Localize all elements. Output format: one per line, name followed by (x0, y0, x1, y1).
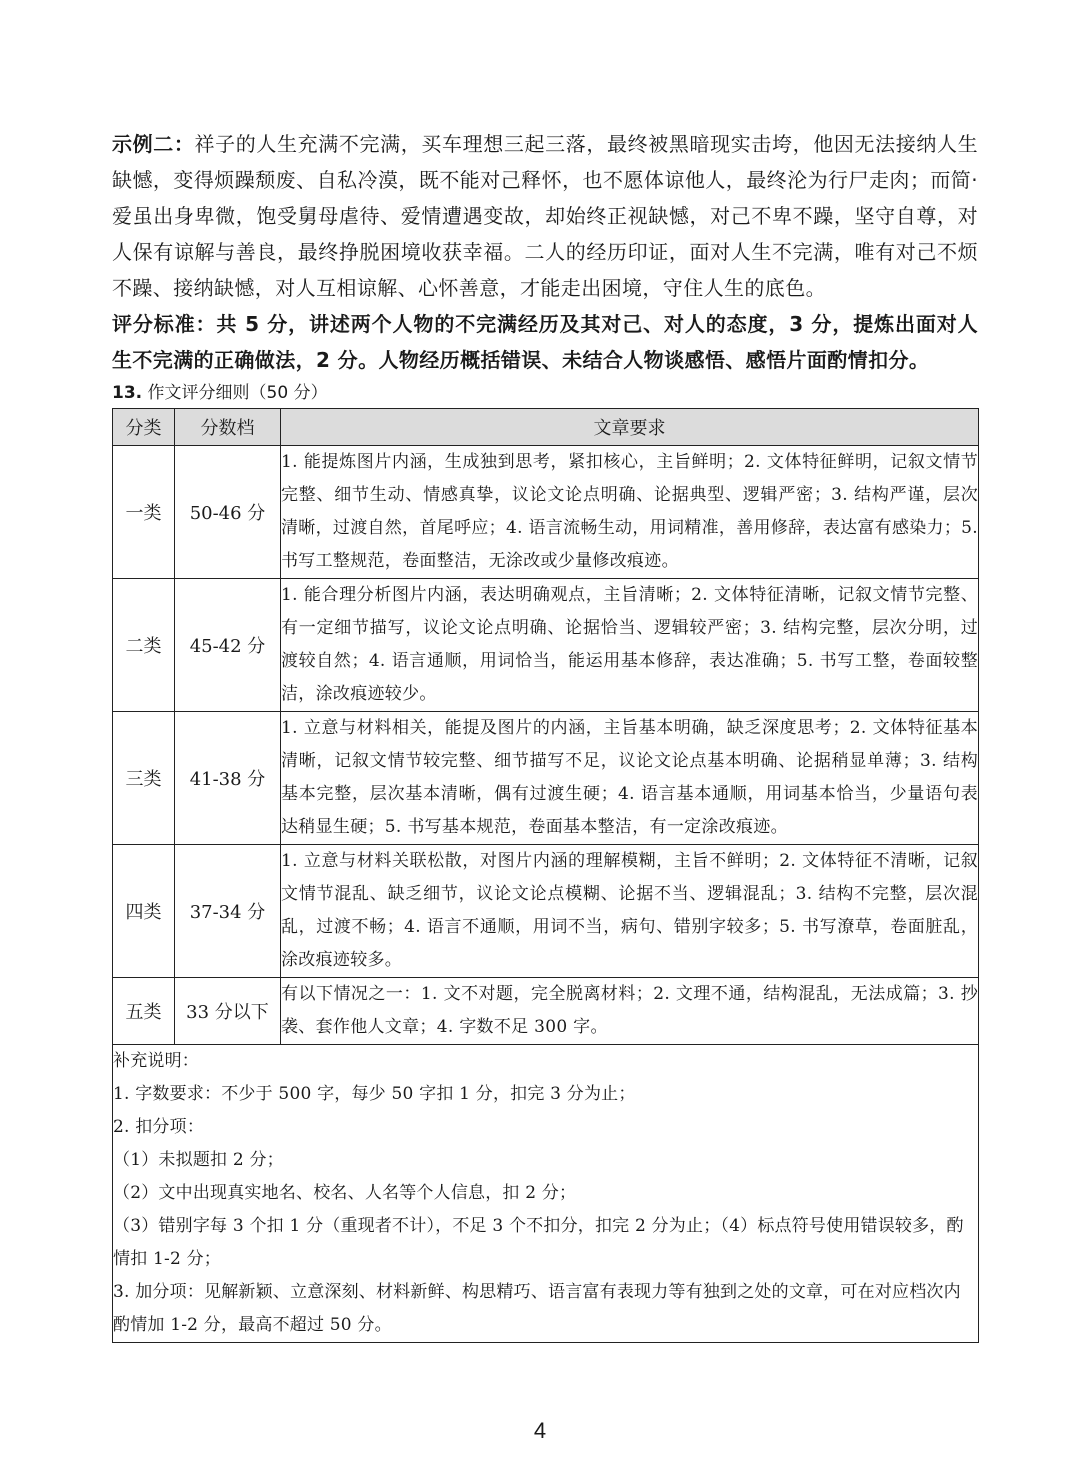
supplement-heading: 补充说明： (113, 1051, 199, 1071)
row-score: 50-46 分 (175, 446, 281, 579)
table-row (113, 712, 979, 845)
supplement-row (113, 1045, 979, 1343)
supplement-sub-1: （1）未拟题扣 2 分； (113, 1150, 284, 1170)
supplement-item-1: 1. 字数要求：不少于 500 字，每少 50 字扣 1 分，扣完 3 分为止； (113, 1084, 636, 1104)
row-requirement: 1. 立意与材料相关，能提及图片的内涵，主旨基本明确，缺乏深度思考；2. 文体特征基本清晰，记叙文情节较完整、细节描写不足，议论文论点基本明确、论据稍显单薄；3. 结构基本完整，层次基本清晰，偶有过渡生硬；4. 语言基本通顺，用词基本恰当，少量语句表达稍显生硬；5. 书写基本规范，卷面基本整洁，有一定涂改痕迹。 (281, 712, 979, 845)
supplement-sub-2: （2）文中出现真实地名、校名、人名等个人信息，扣 2 分； (113, 1183, 577, 1203)
table-row (113, 978, 979, 1045)
table-row (113, 845, 979, 978)
example-two-label: 示例二： (112, 132, 195, 156)
row-score: 33 分以下 (175, 978, 281, 1045)
section-13-title (112, 378, 978, 408)
document-page (112, 126, 978, 1343)
row-requirement: 1. 能合理分析图片内涵，表达明确观点，主旨清晰；2. 文体特征清晰，记叙文情节完整、有一定细节描写，议论文论点明确、论据恰当、逻辑较严密；3. 结构完整，层次分明，过渡较自然；4. 语言通顺，用词恰当，能运用基本修辞，表达准确；5. 书写工整，卷面较整洁，涂改痕迹较少。 (281, 579, 979, 712)
section-13-heading: 作文评分细则（50 分） (142, 383, 328, 403)
example-two-text: 祥子的人生充满不完满，买车理想三起三落，最终被黑暗现实击垮，他因无法接纳人生缺憾，变得烦躁颓废、自私冷漠，既不能对己释怀，也不愿体谅他人，最终沦为行尸走肉；而简·爱虽出身卑微，饱受舅母虐待、爱情遭遇变故，却始终正视缺憾，对己不卑不躁，坚守自尊，对人保有谅解与善良，最终挣脱困境收获幸福。二人的经历印证，面对人生不完满，唯有对己不烦不躁、接纳缺憾，对人互相谅解、心怀善意，才能走出困境，守住人生的底色。 (112, 132, 978, 300)
supplement-item-2: 2. 扣分项： (113, 1117, 205, 1137)
row-category: 二类 (113, 579, 175, 712)
row-category: 四类 (113, 845, 175, 978)
table-row (113, 579, 979, 712)
header-category: 分类 (113, 409, 175, 446)
essay-scoring-table (112, 408, 979, 1343)
header-score: 分数档 (175, 409, 281, 446)
row-requirement: 有以下情况之一：1. 文不对题，完全脱离材料；2. 文理不通，结构混乱，无法成篇；3. 抄袭、套作他人文章；4. 字数不足 300 字。 (281, 978, 979, 1045)
row-category: 三类 (113, 712, 175, 845)
table-row (113, 446, 979, 579)
row-score: 41-38 分 (175, 712, 281, 845)
table-header-row (113, 409, 979, 446)
header-requirement: 文章要求 (281, 409, 979, 446)
row-category: 五类 (113, 978, 175, 1045)
section-13-number: 13. (112, 383, 143, 403)
scoring-standard: 评分标准：共 5 分，讲述两个人物的不完满经历及其对己、对人的态度，3 分，提炼出面对人生不完满的正确做法，2 分。人物经历概括错误、未结合人物谈感悟、感悟片面酌情扣分。 (112, 312, 978, 372)
supplement-sub-3: （3）错别字每 3 个扣 1 分（重现者不计），不足 3 个不扣分，扣完 2 分为止；（4）标点符号使用错误较多，酌情扣 1-2 分； (113, 1216, 964, 1269)
page-number: 4 (533, 1418, 547, 1443)
supplement-item-3: 3. 加分项：见解新颖、立意深刻、材料新鲜、构思精巧、语言富有表现力等有独到之处的文章，可在对应档次内酌情加 1-2 分，最高不超过 50 分。 (113, 1282, 961, 1335)
example-two-paragraph (112, 126, 978, 306)
supplement-cell (113, 1045, 979, 1343)
row-score: 37-34 分 (175, 845, 281, 978)
row-requirement: 1. 能提炼图片内涵，生成独到思考，紧扣核心，主旨鲜明；2. 文体特征鲜明，记叙文情节完整、细节生动、情感真挚，议论文论点明确、论据典型、逻辑严密；3. 结构严谨，层次清晰，过渡自然，首尾呼应；4. 语言流畅生动，用词精准，善用修辞，表达富有感染力；5. 书写工整规范，卷面整洁，无涂改或少量修改痕迹。 (281, 446, 979, 579)
row-category: 一类 (113, 446, 175, 579)
row-requirement: 1. 立意与材料关联松散，对图片内涵的理解模糊，主旨不鲜明；2. 文体特征不清晰，记叙文情节混乱、缺乏细节，议论文论点模糊、论据不当、逻辑混乱；3. 结构不完整，层次混乱，过渡不畅；4. 语言不通顺，用词不当，病句、错别字较多；5. 书写潦草，卷面脏乱，涂改痕迹较多。 (281, 845, 979, 978)
row-score: 45-42 分 (175, 579, 281, 712)
